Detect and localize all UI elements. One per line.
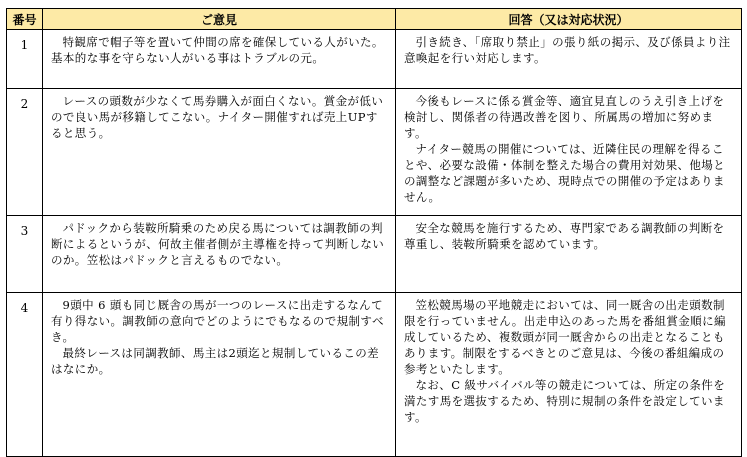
opinion-answer-table <box>6 8 742 457</box>
answer-cell <box>396 30 742 89</box>
opinion-text: 特観席で帽子等を置いて仲間の席を確保している人がいた。基本的な事を守らない人がいる事はトラブルの元。 <box>51 35 384 65</box>
row-number: 1 <box>7 30 43 89</box>
opinion-cell <box>43 216 396 293</box>
opinion-text: レースの頭数が少なくて馬券購入が面白くない。賞金が低いので良い馬が移籍してこない。ナイター開催すれば売上UPすると思う。 <box>51 94 384 140</box>
table-row <box>7 216 742 293</box>
row-number: 3 <box>7 216 43 293</box>
opinion-cell <box>43 293 396 457</box>
header-opinion: ご意見 <box>43 9 396 30</box>
answer-text: 今後もレースに係る賞金等、適宜見直しのうえ引き上げを検討し、関係者の待遇改善を図り、所属馬の増加に努めます。 <box>404 94 725 140</box>
answer-text: 安全な競馬を施行するため、専門家である調教師の判断を尊重し、装鞍所騎乗を認めています。 <box>404 221 725 251</box>
opinion-cell <box>43 89 396 216</box>
answer-text: 引き続き、「席取り禁止」の張り紙の掲示、及び係員より注意喚起を行い対応します。 <box>404 35 731 65</box>
answer-cell <box>396 293 742 457</box>
answer-text: ナイター競馬の開催については、近隣住民の理解を得ることや、必要な設備・体制を整えた場合の費用対効果、他場との調整など課題が多いため、現時点での開催の予定はありません。 <box>404 142 726 204</box>
header-answer: 回答（又は対応状況） <box>396 9 742 30</box>
answer-text: 笠松競馬場の平地競走においては、同一厩舎の出走頭数制限を行っていません。出走申込のあった馬を番組賞金順に編成しているため、複数頭が同一厩舎からの出走となることもあります。制限をするべきとのご意見は、今後の番組編成の参考といたします。 <box>404 298 726 376</box>
header-number: 番号 <box>7 9 43 30</box>
answer-text: なお、C 級サバイバル等の競走については、所定の条件を満たす馬を選抜するため、特別に規制の条件を設定しています。 <box>404 378 726 424</box>
header-row <box>7 9 742 30</box>
table-row <box>7 293 742 457</box>
row-number: 4 <box>7 293 43 457</box>
answer-cell <box>396 89 742 216</box>
answer-cell <box>396 216 742 293</box>
row-number: 2 <box>7 89 43 216</box>
table-row <box>7 30 742 89</box>
opinion-text: パドックから装鞍所騎乗のため戻る馬については調教師の判断によるというが、何故主催者側が主導権を持って判断しないのか。笠松はパドックと言えるものでない。 <box>51 221 385 267</box>
opinion-text: 9頭中 6 頭も同じ厩舎の馬が一つのレースに出走するなんて有り得ない。調教師の意向でどのようにでもなるので規制すべき。 <box>51 298 384 344</box>
table-row <box>7 89 742 216</box>
opinion-cell <box>43 30 396 89</box>
opinion-text: 最終レースは同調教師、馬主は2頭迄と規制しているこの差はなにか。 <box>51 346 380 376</box>
